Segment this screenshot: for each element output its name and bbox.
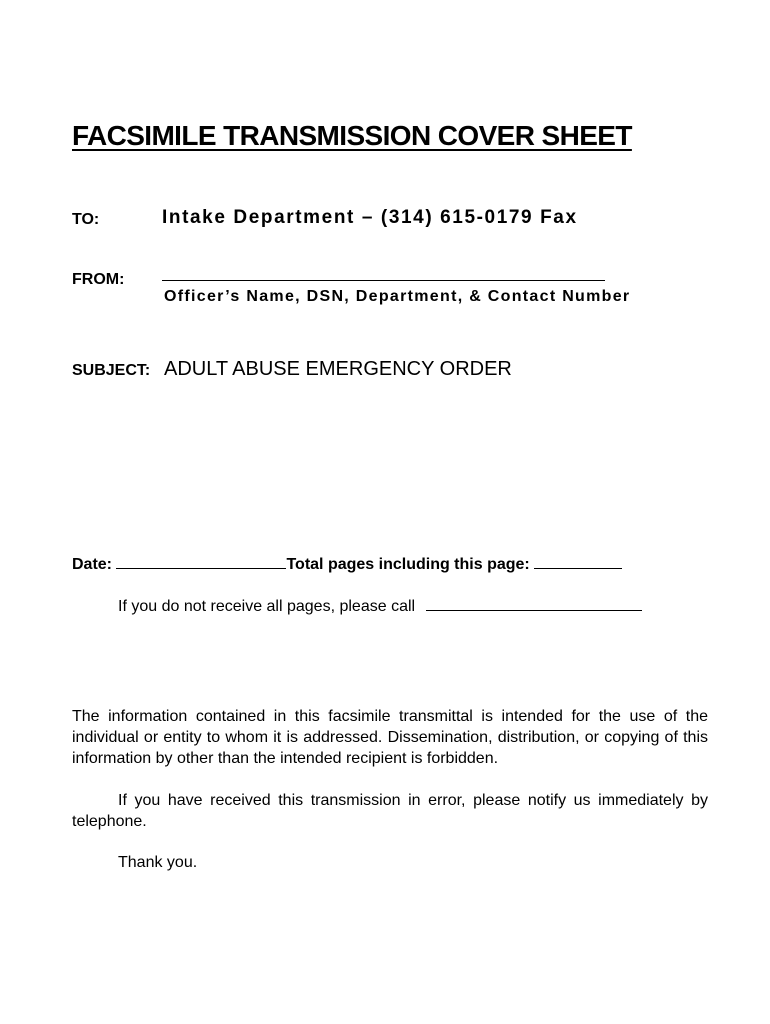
from-caption: Officer’s Name, DSN, Department, & Contact Number — [164, 288, 631, 305]
to-value: Intake Department – (314) 615-0179 Fax — [162, 207, 578, 228]
call-text: If you do not receive all pages, please call — [118, 598, 416, 615]
call-row — [118, 596, 642, 616]
disclaimer-paragraph: The information contained in this facsimile transmittal is intended for the use of the individual or entity to whom it is addressed. Dissemination, distribution, or copying of this information by other than the intended recipient is forbidden. — [72, 708, 708, 767]
to-label: TO: — [72, 211, 100, 228]
total-pages-field[interactable] — [534, 554, 622, 569]
page-title: FACSIMILE TRANSMISSION COVER SHEET — [72, 120, 632, 151]
subject-label: SUBJECT: — [72, 362, 151, 379]
subject-value: ADULT ABUSE EMERGENCY ORDER — [164, 358, 512, 380]
call-number-field[interactable] — [426, 596, 642, 611]
closing-text: Thank you. — [118, 854, 198, 871]
error-notice-paragraph: If you have received this transmission in error, please notify us immediately by telephone. — [72, 792, 708, 830]
from-label: FROM: — [72, 271, 125, 288]
date-row — [72, 554, 622, 574]
from-signature-line[interactable] — [162, 280, 605, 281]
date-label: Date: — [72, 556, 113, 573]
total-pages-label: Total pages including this page: — [286, 556, 530, 573]
date-field[interactable] — [116, 554, 286, 569]
